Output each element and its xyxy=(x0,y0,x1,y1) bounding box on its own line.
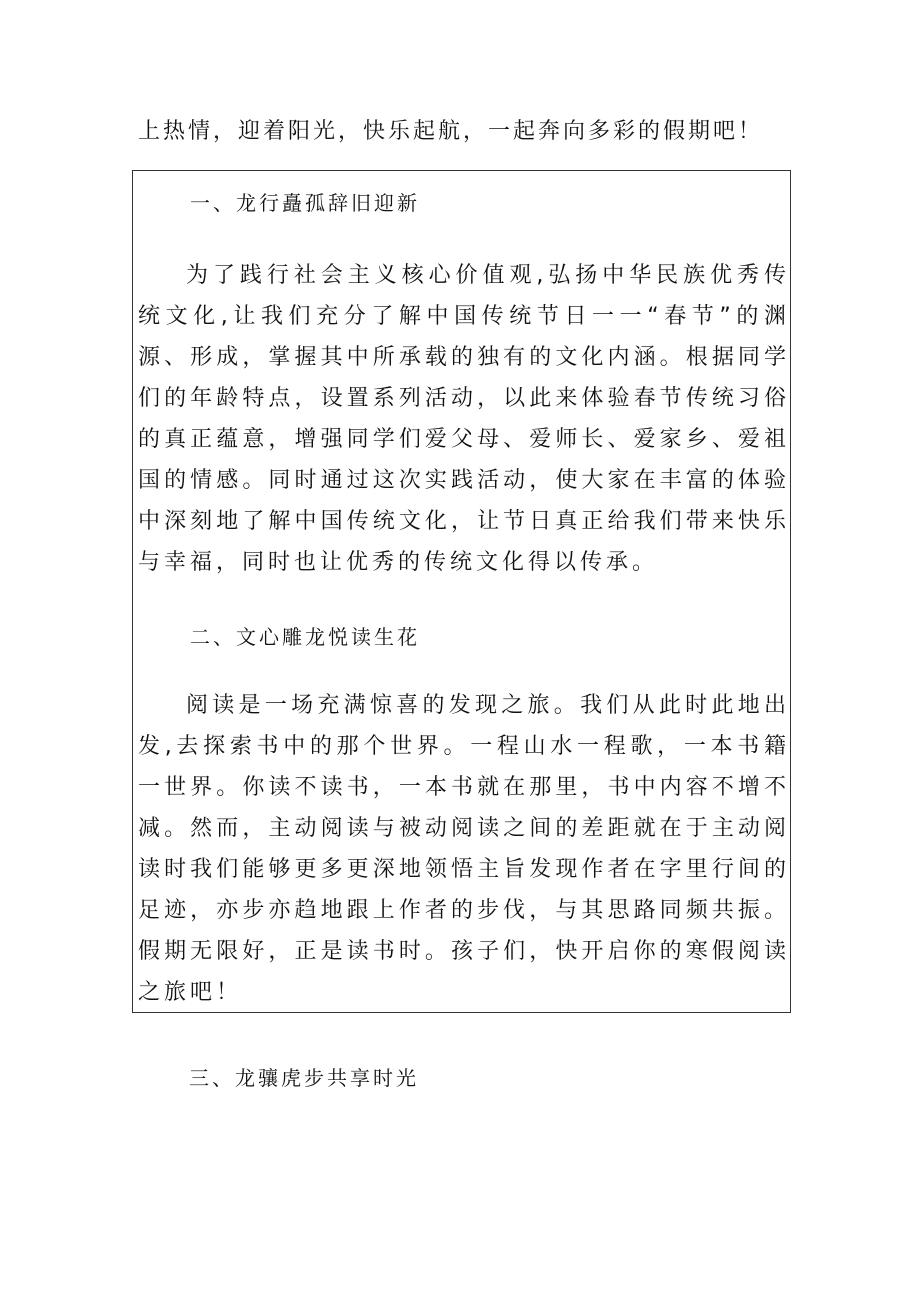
content-box xyxy=(132,170,791,1013)
section-heading-3: 三、龙骧虎步共享时光 xyxy=(189,1066,419,1090)
section-body-1: 为了践行社会主义核心价值观,弘扬中华民族优秀传统文化,让我们充分了解中国传统节日一一“春节”的渊源、形成，掌握其中所承载的独有的文化内涵。根据同学们的年龄特点，设置系列活动，以此来体验春节传统习俗的真正蕴意，增强同学们爱父母、爱师长、爱家乡、爱祖国的情感。同时通过这次实践活动，使大家在丰富的体验中深刻地了解中国传统文化，让节日真正给我们带来快乐与幸福，同时也让优秀的传统文化得以传承。 xyxy=(138,263,790,575)
section-heading-1: 一、龙行矗孤辞旧迎新 xyxy=(190,191,420,215)
intro-line: 上热情，迎着阳光，快乐起航，一起奔向多彩的假期吧！ xyxy=(138,119,764,144)
section-heading-2: 二、文心雕龙悦读生花 xyxy=(190,625,420,649)
section-body-2: 阅读是一场充满惊喜的发现之旅。我们从此时此地出发,去探索书中的那个世界。一程山水一程歌，一本书籍一世界。你读不读书，一本书就在那里，书中内容不增不减。然而，主动阅读与被动阅读之间的差距就在于主动阅读时我们能够更多更深地领悟主旨发现作者在字里行间的足迹，亦步亦趋地跟上作者的步伐，与其思路同频共振。假期无限好，正是读书时。孩子们，快开启你的寒假阅读之旅吧！ xyxy=(138,693,790,1005)
